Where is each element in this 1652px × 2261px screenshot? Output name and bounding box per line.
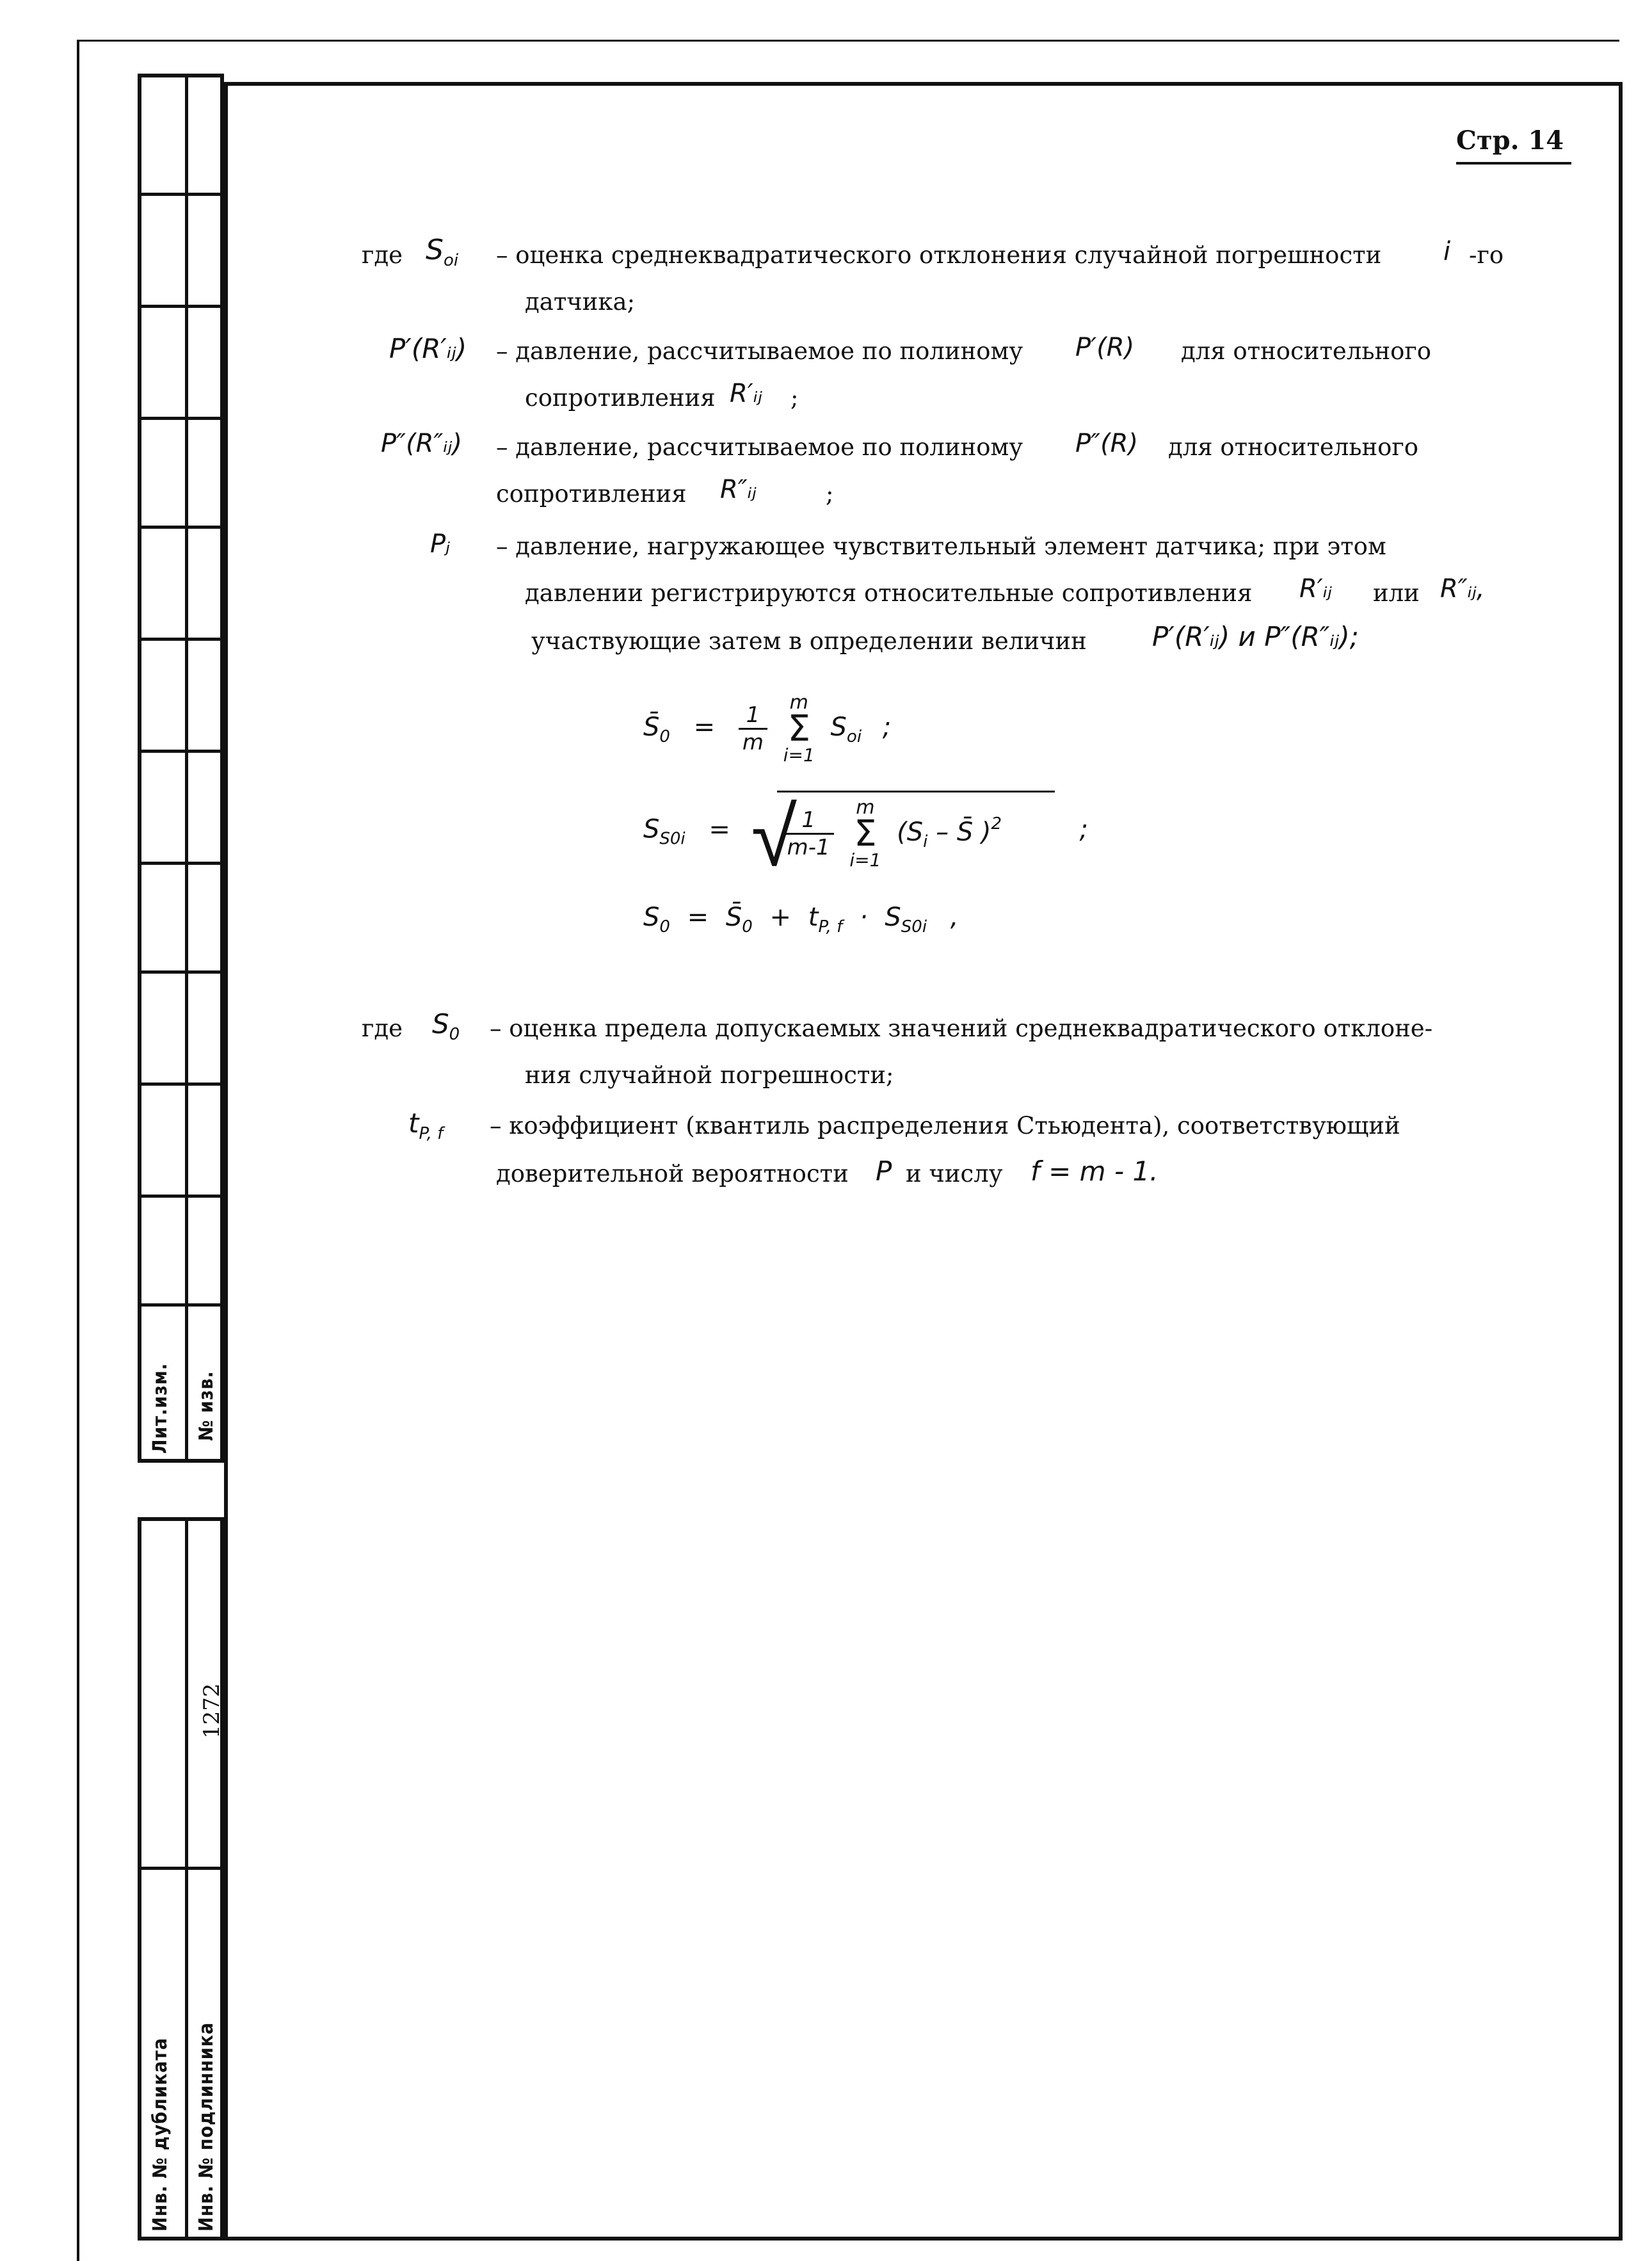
s-oi-text-tail: -го bbox=[1469, 241, 1504, 269]
gde-1: где bbox=[362, 241, 403, 269]
margin-stamp-lower bbox=[138, 1517, 224, 2241]
t-text2: доверительной вероятности bbox=[496, 1160, 849, 1187]
left-edge-line bbox=[77, 40, 79, 2261]
pj-symbol: Pⱼ bbox=[430, 529, 451, 559]
page-number: Стр. 14 bbox=[1456, 125, 1571, 165]
inventory-number: 1272 bbox=[199, 1683, 225, 1739]
p1-text: – давление, рассчитываемое по полиному bbox=[496, 337, 1023, 365]
gde-2: где bbox=[362, 1015, 403, 1042]
pj-r1: R′ᵢⱼ bbox=[1299, 574, 1333, 604]
p2-text: – давление, рассчитываемое по полиному bbox=[496, 433, 1023, 461]
s-oi-symbol: $S_{oi}$ bbox=[426, 234, 459, 270]
margin-stamp-upper bbox=[138, 74, 224, 1463]
s0-symbol: $S_0$ bbox=[432, 1008, 460, 1044]
t-symbol: $t_{P, f}$ bbox=[408, 1107, 444, 1143]
p1-symbol: P′(R′ᵢⱼ) bbox=[389, 333, 467, 364]
s-oi-text2: датчика; bbox=[525, 288, 636, 316]
formula-s-s0i: $S_{S0i}$ = √ $\frac{1}{m-1}$ m Σ i=1 ($S_i$ – S̄ )$^2$ ; bbox=[643, 788, 1089, 885]
p1-poly: P′(R) bbox=[1075, 333, 1135, 362]
pj-text3: участвующие затем в определении величин bbox=[531, 627, 1087, 655]
pj-ili: или bbox=[1373, 579, 1420, 607]
p2-semicolon: ; bbox=[826, 480, 834, 508]
inv-podlinnika-label: Инв. № подлинника bbox=[195, 2022, 218, 2232]
p1-r: R′ᵢⱼ bbox=[730, 379, 763, 408]
lit-izm-label: Лит.изм. bbox=[149, 1362, 172, 1454]
p2-text2: сопротивления bbox=[496, 480, 687, 508]
p2-r: R″ᵢⱼ bbox=[720, 475, 757, 504]
inv-dublikata-label: Инв. № дубликата bbox=[149, 2037, 172, 2232]
pj-expr: P′(R′ᵢⱼ) и P″(R″ᵢⱼ); bbox=[1152, 621, 1359, 652]
formula-mean-s0: $S̄_0$ = $\frac{1}{m}$ m Σ i=1 $S_{oi}$ ; bbox=[643, 691, 892, 766]
formula-s0: $S_0$ = $S̄_0 + t_{P, f} \cdot S_{S0i}$ , bbox=[643, 903, 959, 937]
p1-text-tail: для относительного bbox=[1181, 337, 1432, 365]
pj-text: – давление, нагружающее чувствительный элемент датчика; при этом bbox=[496, 533, 1386, 560]
p2-symbol: P″(R″ᵢⱼ) bbox=[381, 429, 463, 458]
t-p-symbol: P bbox=[876, 1155, 892, 1187]
t-and: и числу bbox=[906, 1160, 1003, 1187]
t-f-expr: f = m - 1. bbox=[1030, 1155, 1159, 1187]
pj-r2: R″ᵢⱼ, bbox=[1440, 574, 1485, 604]
p2-text-tail: для относительного bbox=[1168, 433, 1419, 461]
s-oi-text: – оценка среднеквадратического отклонения случайной погрешности bbox=[496, 241, 1382, 269]
top-edge-line bbox=[77, 40, 1619, 42]
s0-text: – оценка предела допускаемых значений среднеквадратического отклоне- bbox=[490, 1015, 1433, 1042]
p2-poly: P″(R) bbox=[1075, 429, 1139, 458]
p1-text2: сопротивления bbox=[525, 384, 716, 412]
i-symbol: i bbox=[1443, 237, 1451, 266]
s0-text2: ния случайной погрешности; bbox=[525, 1061, 894, 1089]
p1-semicolon: ; bbox=[790, 384, 799, 412]
t-text: – коэффициент (квантиль распределения Стьюдента), соответствующий bbox=[490, 1112, 1400, 1139]
pj-text2: давлении регистрируются относительные сопротивления bbox=[525, 579, 1253, 607]
nom-izv-label: № изв. bbox=[195, 1371, 218, 1441]
